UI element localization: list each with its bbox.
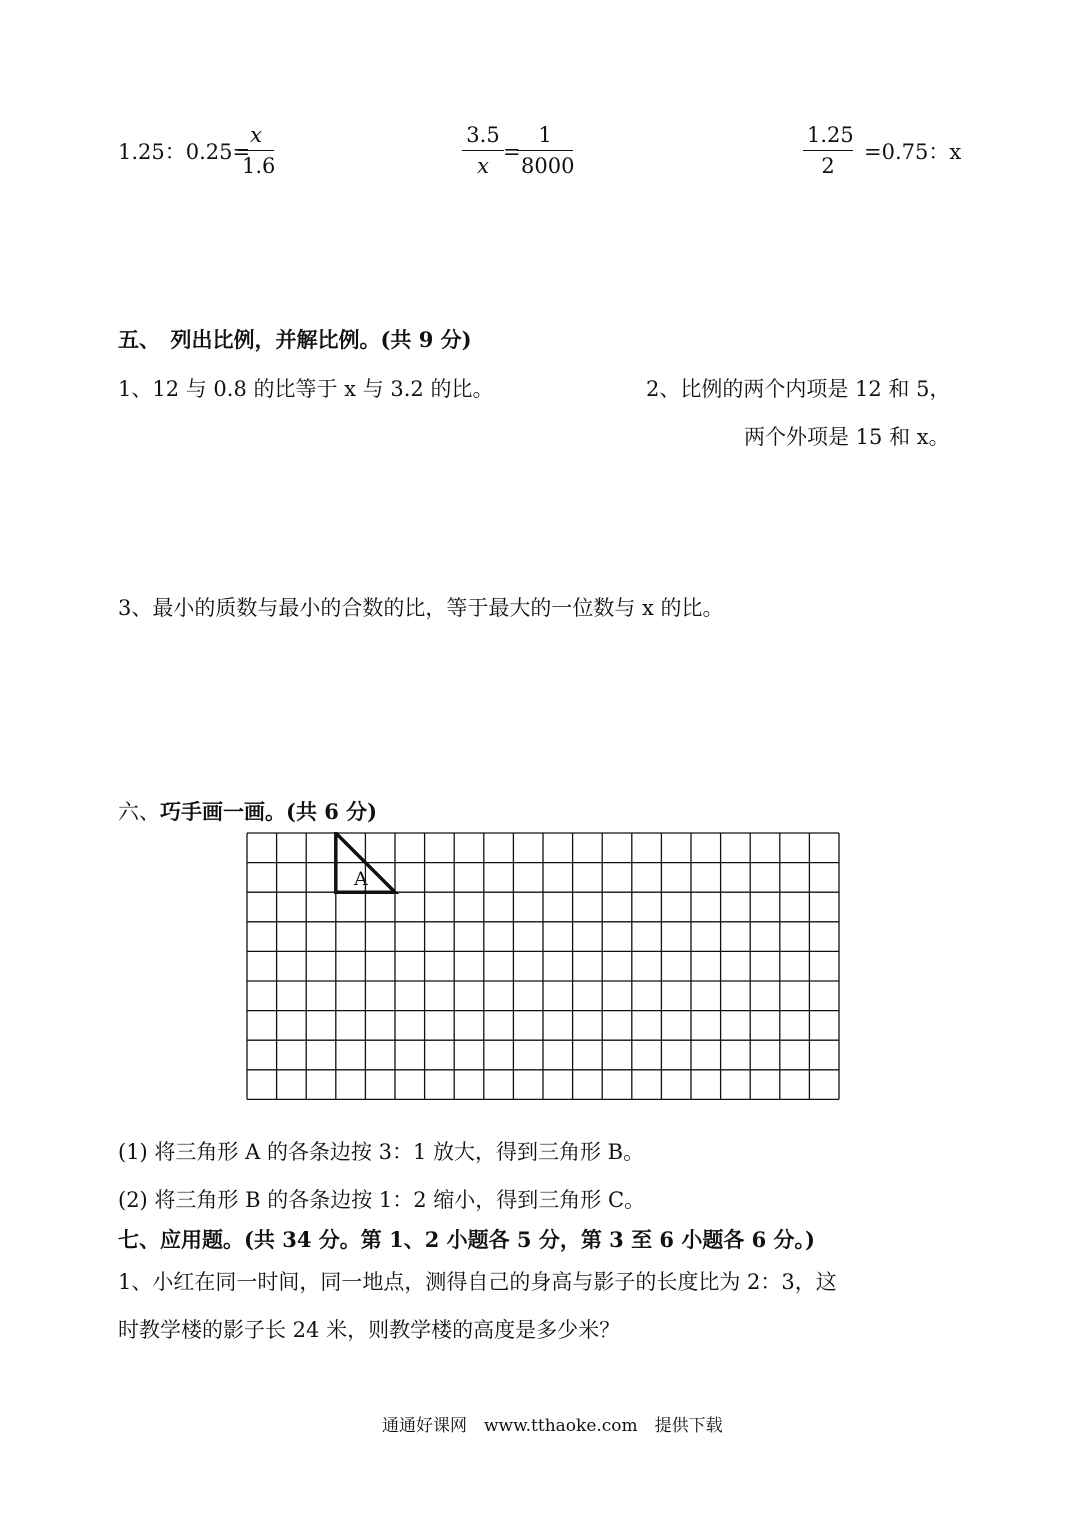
section5-question-3: 3、最小的质数与最小的合数的比，等于最大的一位数与 x 的比。 — [118, 596, 724, 620]
eq1-left-side: 1.25：0.25= — [118, 140, 251, 164]
section7-title: 七、应用题。(共 34 分。第 1、2 小题各 5 分，第 3 至 6 小题各 6 分。) — [118, 1227, 815, 1252]
drawing-grid — [246, 832, 842, 1128]
eq2-numerator-right: 1 — [538, 123, 552, 147]
eq1-numerator: x — [250, 123, 262, 147]
eq2-right-fraction — [517, 122, 573, 179]
eq3-fraction — [803, 122, 853, 179]
section6-title — [118, 800, 377, 824]
section5-question-1: 1、12 与 0.8 的比等于 x 与 3.2 的比。 — [118, 377, 494, 401]
eq2-equals: = — [503, 140, 521, 164]
fraction-bar — [803, 150, 853, 151]
eq2-left-fraction — [462, 122, 504, 179]
eq3-denominator: 2 — [821, 154, 835, 178]
section6-question-2: (2) 将三角形 B 的各条边按 1：2 缩小，得到三角形 C。 — [118, 1188, 646, 1212]
section5-question-2-line-1: 2、比例的两个内项是 12 和 5， — [646, 377, 951, 401]
section5-question-2-line-2: 两个外项是 15 和 x。 — [744, 425, 950, 449]
eq1-denominator: 1.6 — [242, 154, 276, 178]
eq1-fraction — [238, 122, 274, 179]
fraction-bar — [462, 150, 504, 151]
section6-title-text: 巧手画一画。(共 6 分) — [160, 799, 378, 824]
fraction-bar — [238, 150, 274, 151]
footer-text: 通通好课网 www.tthaoke.com 提供下载 — [382, 1416, 723, 1436]
section7-question-1-line-1: 1、小红在同一时间，同一地点，测得自己的身高与影子的长度比为 2：3，这 — [118, 1270, 837, 1294]
fraction-bar — [517, 150, 573, 151]
section6-title-prefix: 六、 — [118, 800, 160, 824]
eq3-numerator: 1.25 — [807, 123, 854, 147]
eq3-right-side: =0.75：x — [864, 140, 962, 164]
eq2-denominator-left: x — [477, 154, 489, 178]
section6-question-1: (1) 将三角形 A 的各条边按 3：1 放大，得到三角形 B。 — [118, 1140, 645, 1164]
eq2-denominator-right: 8000 — [521, 154, 575, 178]
section5-title: 五、 列出比例，并解比例。(共 9 分) — [118, 327, 472, 352]
section7-question-1-line-2: 时教学楼的影子长 24 米，则教学楼的高度是多少米？ — [118, 1318, 621, 1342]
triangle-a-label: A — [354, 868, 368, 890]
eq2-numerator-left: 3.5 — [466, 123, 500, 147]
